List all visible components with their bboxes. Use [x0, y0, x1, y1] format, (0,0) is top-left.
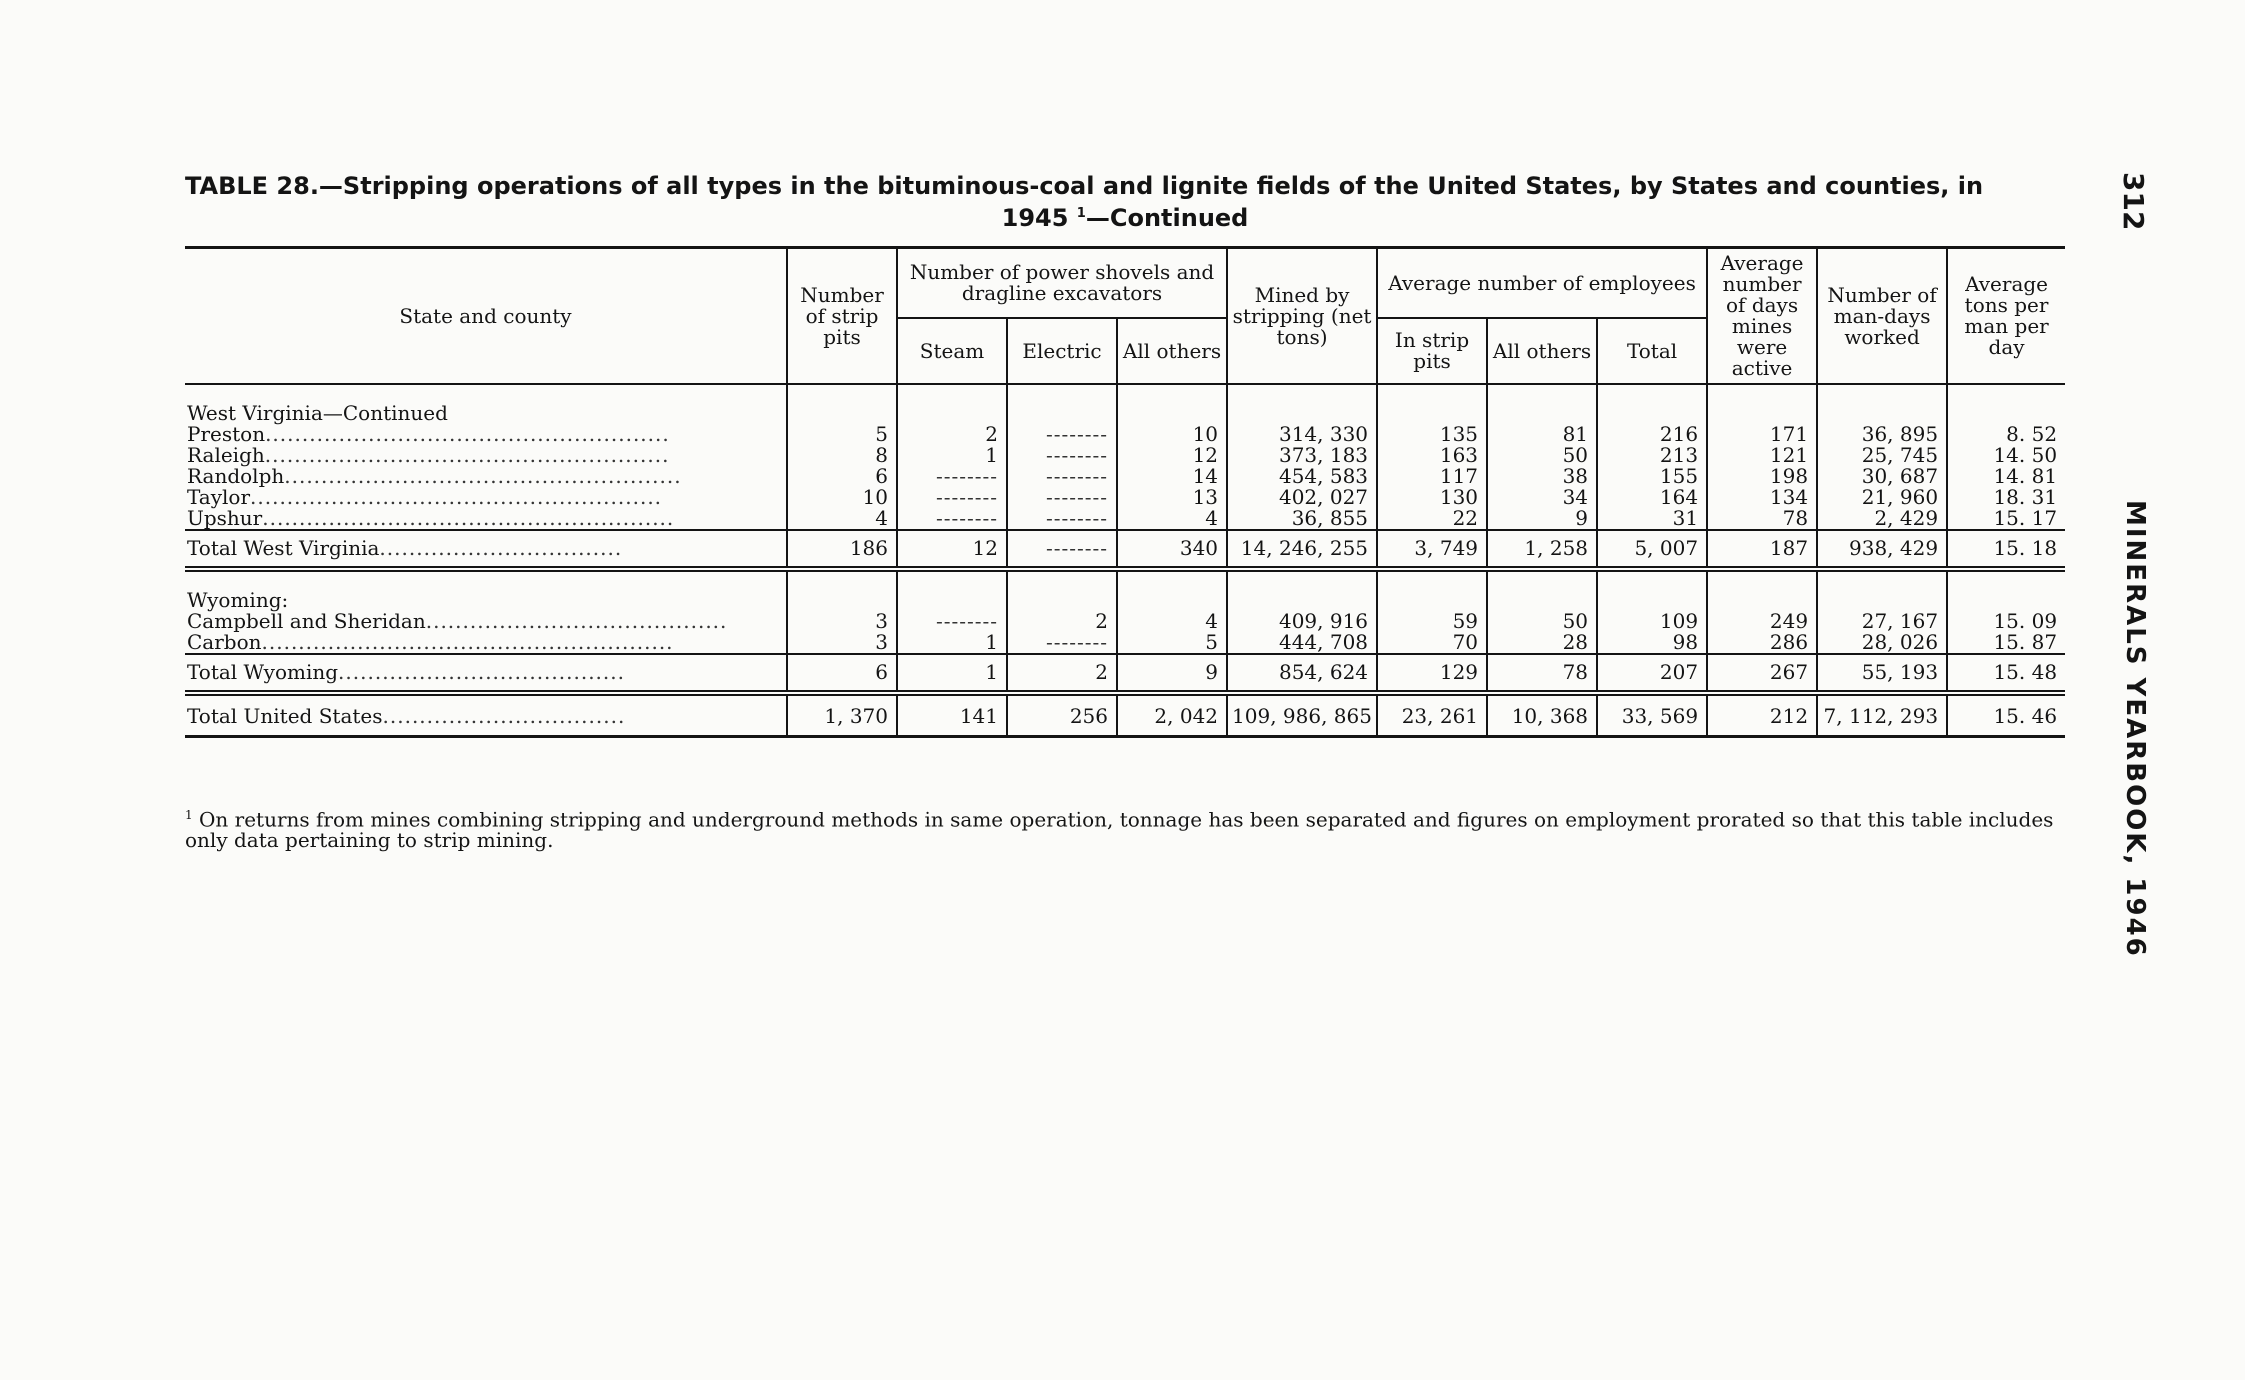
cell-value: 12	[897, 530, 1007, 569]
cell-value: 14. 81	[1947, 466, 2065, 487]
county-row	[185, 632, 2065, 654]
cell-value: --------	[1007, 466, 1117, 487]
cell-value: 2, 042	[1117, 693, 1227, 737]
cell-value: 4	[787, 508, 897, 530]
stripping-table-container	[185, 246, 2065, 738]
cell-value: 163	[1377, 445, 1487, 466]
cell-value: 22	[1377, 508, 1487, 530]
header-shovels-group: Number of power shovels and dragline excavators	[897, 248, 1227, 319]
cell-value: 81	[1487, 424, 1597, 445]
county-row	[185, 611, 2065, 632]
cell-value: 938, 429	[1817, 530, 1947, 569]
cell-value: 409, 916	[1227, 611, 1377, 632]
grand-total-row	[185, 693, 2065, 737]
row-label	[185, 654, 787, 693]
footnote	[185, 805, 2065, 850]
cell-value: 55, 193	[1817, 654, 1947, 693]
leader-dots: .......................................................	[264, 443, 670, 467]
county-row	[185, 424, 2065, 445]
cell-value: --------	[1007, 632, 1117, 654]
cell-value: --------	[1007, 508, 1117, 530]
cell-value: 14. 50	[1947, 445, 2065, 466]
cell-value: 256	[1007, 693, 1117, 737]
header-employees-group: Average number of employees	[1377, 248, 1707, 319]
cell-value: 10, 368	[1487, 693, 1597, 737]
cell-value: 3	[787, 611, 897, 632]
cell-value: 36, 855	[1227, 508, 1377, 530]
header-in-strip-pits: In strip pits	[1377, 318, 1487, 384]
county-row	[185, 508, 2065, 530]
cell-value: 10	[1117, 424, 1227, 445]
cell-value: --------	[897, 508, 1007, 530]
cell-value: 198	[1707, 466, 1817, 487]
cell-value: 373, 183	[1227, 445, 1377, 466]
cell-value: 207	[1597, 654, 1707, 693]
cell-value: 31	[1597, 508, 1707, 530]
cell-value: 50	[1487, 445, 1597, 466]
state-total-row	[185, 530, 2065, 569]
state-total-row	[185, 654, 2065, 693]
footnote-text: On returns from mines combining stripping and underground methods in same operation, tonnage has been separated and figures on employment prorated so that this table includes only data pertaining to strip mining.	[185, 807, 2054, 852]
cell-value: --------	[1007, 530, 1117, 569]
header-strip-pits: Number of strip pits	[787, 248, 897, 385]
county-row	[185, 487, 2065, 508]
section-heading: Wyoming:	[187, 588, 289, 612]
cell-value: 1, 258	[1487, 530, 1597, 569]
county-row	[185, 445, 2065, 466]
cell-value: 267	[1707, 654, 1817, 693]
cell-value: --------	[1007, 487, 1117, 508]
cell-value: 164	[1597, 487, 1707, 508]
cell-value: 25, 745	[1817, 445, 1947, 466]
cell-value: 141	[897, 693, 1007, 737]
section-heading: West Virginia—Continued	[187, 401, 448, 425]
cell-value: 27, 167	[1817, 611, 1947, 632]
table-title-line2	[1002, 204, 1249, 232]
cell-value: 8	[787, 445, 897, 466]
cell-value: 109, 986, 865	[1227, 693, 1377, 737]
cell-value: 130	[1377, 487, 1487, 508]
cell-value: --------	[897, 487, 1007, 508]
cell-value: 212	[1707, 693, 1817, 737]
cell-value: 15. 09	[1947, 611, 2065, 632]
leader-dots: ........................................................	[261, 630, 674, 654]
page-number: 312	[2117, 172, 2150, 231]
cell-value: 50	[1487, 611, 1597, 632]
cell-value: 213	[1597, 445, 1707, 466]
table-body	[185, 384, 2065, 737]
header-mined: Mined by stripping (net tons)	[1227, 248, 1377, 385]
cell-value: 134	[1707, 487, 1817, 508]
row-name: Preston	[187, 422, 266, 446]
cell-value: 1	[897, 632, 1007, 654]
cell-value: 3, 749	[1377, 530, 1487, 569]
row-label	[185, 508, 787, 530]
cell-value: 36, 895	[1817, 424, 1947, 445]
cell-value: 444, 708	[1227, 632, 1377, 654]
row-label	[185, 445, 787, 466]
cell-value: 14, 246, 255	[1227, 530, 1377, 569]
table-title-line1: TABLE 28.—Stripping operations of all types in the bituminous-coal and lignite fields of the United States, by States and counties, in	[185, 172, 1984, 200]
cell-value: 109	[1597, 611, 1707, 632]
cell-value: 5, 007	[1597, 530, 1707, 569]
cell-value: 4	[1117, 611, 1227, 632]
cell-value: 2	[1007, 654, 1117, 693]
spacer-row	[185, 569, 2065, 590]
cell-value: 15. 87	[1947, 632, 2065, 654]
row-label	[185, 693, 787, 737]
cell-value: 117	[1377, 466, 1487, 487]
cell-value: 28	[1487, 632, 1597, 654]
cell-value: 129	[1377, 654, 1487, 693]
leader-dots: ........................................................	[250, 485, 663, 509]
stripping-operations-table	[185, 246, 2065, 738]
cell-value: 454, 583	[1227, 466, 1377, 487]
row-label	[185, 530, 787, 569]
cell-value: 121	[1707, 445, 1817, 466]
table-title-footnote-marker: 1	[1076, 206, 1086, 221]
cell-value: --------	[1007, 424, 1117, 445]
cell-value: 186	[787, 530, 897, 569]
cell-value: 216	[1597, 424, 1707, 445]
cell-value: 340	[1117, 530, 1227, 569]
row-label	[185, 424, 787, 445]
cell-value: 12	[1117, 445, 1227, 466]
cell-value: 78	[1487, 654, 1597, 693]
cell-value: --------	[1007, 445, 1117, 466]
leader-dots: .......................................................	[265, 422, 670, 446]
cell-value: 59	[1377, 611, 1487, 632]
cell-value: 21, 960	[1817, 487, 1947, 508]
cell-value: 9	[1117, 654, 1227, 693]
header-tons-per-day: Average tons per man per day	[1947, 248, 2065, 385]
leader-dots: .......................................	[338, 660, 625, 684]
cell-value: 1	[897, 445, 1007, 466]
cell-value: 15. 17	[1947, 508, 2065, 530]
cell-value: 155	[1597, 466, 1707, 487]
header-steam: Steam	[897, 318, 1007, 384]
cell-value: 30, 687	[1817, 466, 1947, 487]
cell-value: 854, 624	[1227, 654, 1377, 693]
cell-value: 70	[1377, 632, 1487, 654]
header-state-county: State and county	[185, 248, 787, 385]
cell-value: 38	[1487, 466, 1597, 487]
cell-value: 18. 31	[1947, 487, 2065, 508]
cell-value: 5	[1117, 632, 1227, 654]
cell-value: 8. 52	[1947, 424, 2065, 445]
cell-value: 286	[1707, 632, 1817, 654]
table-header	[185, 248, 2065, 385]
cell-value: 13	[1117, 487, 1227, 508]
spacer-row	[185, 384, 2065, 403]
book-title: MINERALS YEARBOOK, 1946	[2120, 500, 2150, 958]
cell-value: 171	[1707, 424, 1817, 445]
table-title-continued: —Continued	[1085, 204, 1249, 232]
cell-value: 2, 429	[1817, 508, 1947, 530]
header-days-active: Average number of days mines were active	[1707, 248, 1817, 385]
cell-value: 9	[1487, 508, 1597, 530]
header-all-others: All others	[1117, 318, 1227, 384]
row-name: Campbell and Sheridan	[187, 609, 426, 633]
cell-value: 15. 46	[1947, 693, 2065, 737]
cell-value: 5	[787, 424, 897, 445]
row-name: Randolph	[187, 464, 285, 488]
row-name: Upshur	[187, 506, 263, 530]
section-heading-row	[185, 403, 2065, 424]
row-name: Taylor	[187, 485, 251, 509]
cell-value: --------	[897, 611, 1007, 632]
cell-value: 249	[1707, 611, 1817, 632]
row-label	[185, 611, 787, 632]
cell-value: 33, 569	[1597, 693, 1707, 737]
cell-value: 7, 112, 293	[1817, 693, 1947, 737]
cell-value: 28, 026	[1817, 632, 1947, 654]
county-row	[185, 466, 2065, 487]
cell-value: 34	[1487, 487, 1597, 508]
header-man-days: Number of man-days worked	[1817, 248, 1947, 385]
footnote-marker: 1	[185, 808, 193, 822]
cell-value: 98	[1597, 632, 1707, 654]
header-emp-all-others: All others	[1487, 318, 1597, 384]
cell-value: 2	[1007, 611, 1117, 632]
cell-value: 135	[1377, 424, 1487, 445]
row-name: Total United States	[187, 704, 383, 728]
leader-dots: .................................	[382, 704, 626, 728]
section-heading-row	[185, 590, 2065, 611]
cell-value: 314, 330	[1227, 424, 1377, 445]
table-title-year: 1945	[1001, 204, 1069, 232]
row-name: Carbon	[187, 630, 262, 654]
row-name: Raleigh	[187, 443, 265, 467]
cell-value: 4	[1117, 508, 1227, 530]
row-name: Total Wyoming	[187, 660, 339, 684]
cell-value: 1	[897, 654, 1007, 693]
cell-value: 1, 370	[787, 693, 897, 737]
cell-value: 78	[1707, 508, 1817, 530]
cell-value: 15. 48	[1947, 654, 2065, 693]
cell-value: 15. 18	[1947, 530, 2065, 569]
cell-value: 402, 027	[1227, 487, 1377, 508]
row-label	[185, 487, 787, 508]
table-title	[185, 172, 2065, 232]
cell-value: 10	[787, 487, 897, 508]
leader-dots: .........................................	[425, 609, 728, 633]
header-electric: Electric	[1007, 318, 1117, 384]
leader-dots: ......................................................	[284, 464, 682, 488]
cell-value: 2	[897, 424, 1007, 445]
cell-value: 23, 261	[1377, 693, 1487, 737]
cell-value: 6	[787, 654, 897, 693]
row-label	[185, 466, 787, 487]
leader-dots: ........................................................	[262, 506, 675, 530]
leader-dots: .................................	[379, 536, 623, 560]
running-head	[2110, 172, 2150, 972]
cell-value: 14	[1117, 466, 1227, 487]
header-emp-total: Total	[1597, 318, 1707, 384]
cell-value: 3	[787, 632, 897, 654]
row-name: Total West Virginia	[187, 536, 380, 560]
row-label	[185, 632, 787, 654]
cell-value: 6	[787, 466, 897, 487]
cell-value: 187	[1707, 530, 1817, 569]
cell-value: --------	[897, 466, 1007, 487]
